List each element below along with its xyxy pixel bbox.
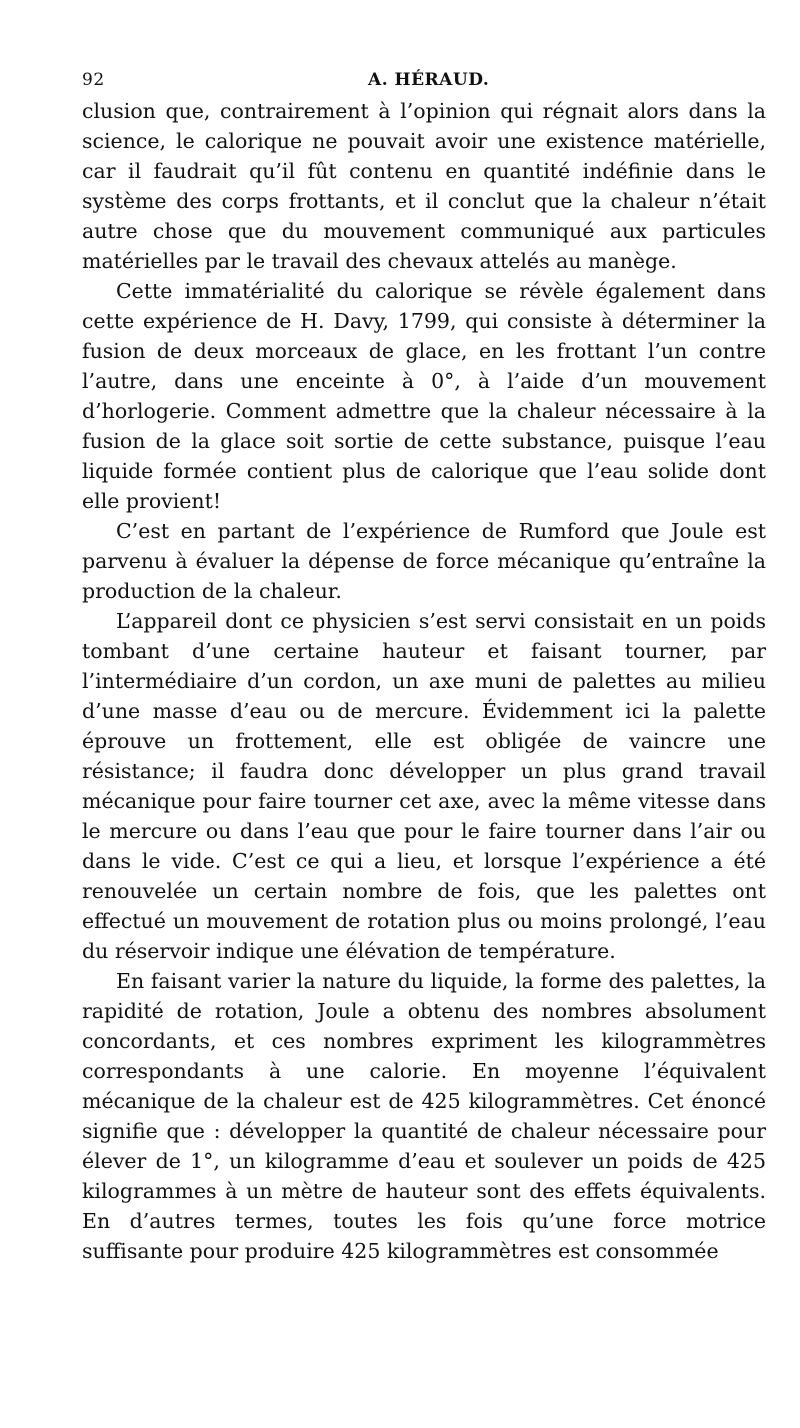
page-header	[82, 62, 766, 96]
body-text	[82, 96, 766, 1266]
document-page	[82, 62, 766, 1266]
page-number: 92	[82, 70, 105, 90]
paragraph-mechanical-equivalent: En faisant varier la nature du liquide, la forme des palettes, la rapidité de rotation, Joule a obtenu des nombres absolument concordants, et ces nombres expriment les kilogrammètres correspondants à une calorie. En moyenne l’équivalent mécanique de la chaleur est de 425 kilogrammètres. Cet énoncé signifie que : développer la quantité de chaleur nécessaire pour élever de 1°, un kilogramme d’eau et soulever un poids de 425 kilogrammes à un mètre de hauteur sont des effets équivalents. En d’autres termes, toutes les fois qu’une force motrice suffisante pour produire 425 kilogrammètres est consommée	[82, 969, 766, 1263]
paragraph-joule-rumford: C’est en partant de l’expérience de Rumford que Joule est parvenu à évaluer la dépense de force mécanique qu’entraîne la production de la chaleur.	[82, 519, 766, 603]
paragraph-apparatus: L’appareil dont ce physicien s’est servi consistait en un poids tombant d’une certaine hauteur et faisant tourner, par l’intermédiaire d’un cordon, un axe muni de palettes au milieu d’une masse d’eau ou de mercure. Évidemment ici la palette éprouve un frottement, elle est obligée de vaincre une résistance; il faudra donc développer un plus grand travail mécanique pour faire tourner cet axe, avec la même vitesse dans le mercure ou dans l’eau que pour le faire tourner dans l’air ou dans le vide. C’est ce qui a lieu, et lorsque l’expérience a été renouvelée un certain nombre de fois, que les palettes ont effectué un mouvement de rotation plus ou moins prolongé, l’eau du réservoir indique une élévation de température.	[82, 609, 766, 963]
paragraph-continuation: clusion que, contrairement à l’opinion qui régnait alors dans la science, le calorique ne pouvait avoir une existence matérielle, car il faudrait qu’il fût contenu en quantité indéfinie dans le système des corps frottants, et il conclut que la chaleur n’était autre chose que du mouvement communiqué aux particules matérielles par le travail des chevaux attelés au manège.	[82, 99, 766, 273]
running-head: A. HÉRAUD.	[368, 70, 490, 90]
paragraph-davy-experiment: Cette immatérialité du calorique se révèle également dans cette expérience de H. Davy, 1799, qui consiste à déterminer la fusion de deux morceaux de glace, en les frottant l’un contre l’autre, dans une enceinte à 0°, à l’aide d’un mouvement d’horlogerie. Comment admettre que la chaleur nécessaire à la fusion de la glace soit sortie de cette substance, puisque l’eau liquide formée contient plus de calorique que l’eau solide dont elle provient!	[82, 279, 766, 513]
